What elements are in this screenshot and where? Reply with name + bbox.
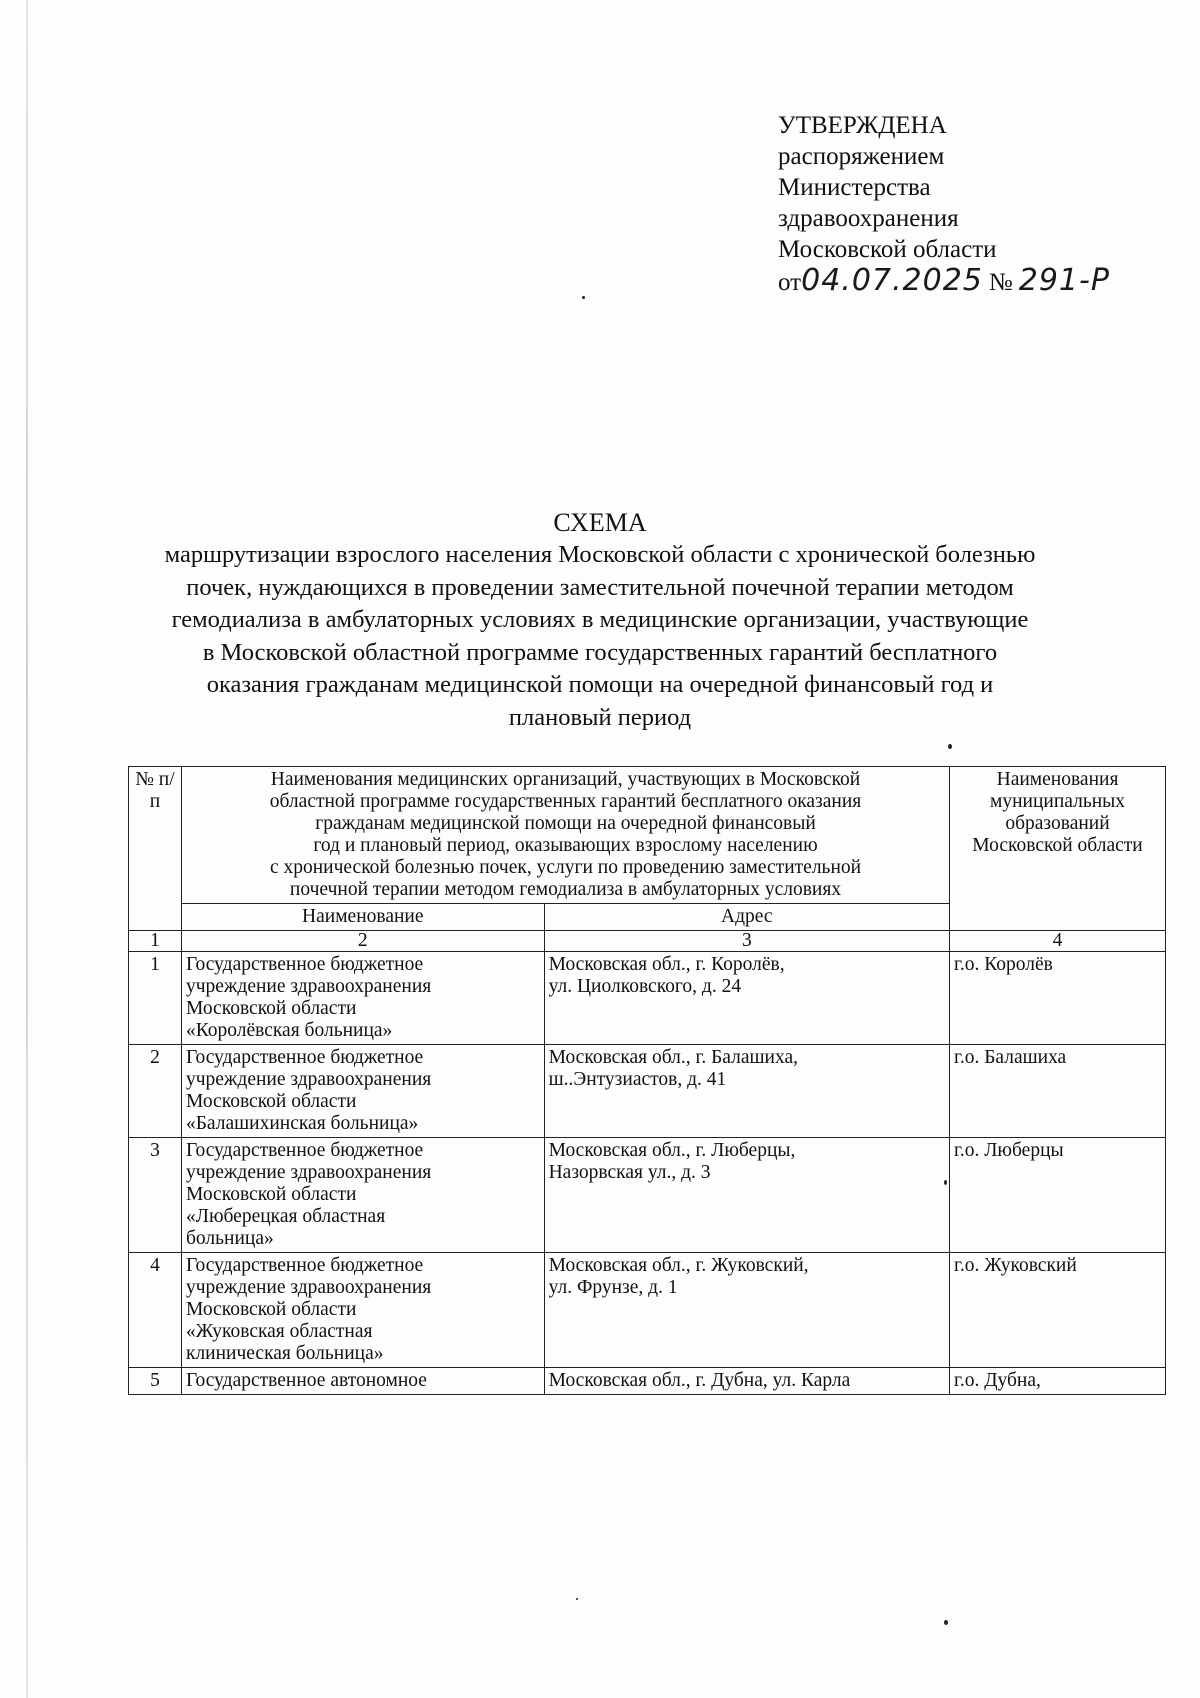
column-number-row bbox=[129, 931, 1166, 952]
table-row bbox=[129, 1138, 1166, 1253]
municipality-name: г.о. Дубна, bbox=[950, 1368, 1166, 1395]
organization-address-line: ул. Циолковского, д. 24 bbox=[548, 976, 742, 997]
organization-name bbox=[181, 1368, 544, 1395]
organization-address-line: ш..Энтузиастов, д. 41 bbox=[548, 1069, 727, 1090]
column-number: 1 bbox=[129, 931, 182, 952]
column-number: 3 bbox=[544, 931, 949, 952]
organization-name-line: Московской области bbox=[185, 1091, 357, 1112]
approval-date-line bbox=[778, 265, 1110, 298]
organization-address-line: Московская обл., г. Королёв, bbox=[548, 954, 785, 975]
header-name: Наименование bbox=[181, 904, 544, 931]
organization-name-line: Государственное бюджетное bbox=[185, 1140, 424, 1161]
header-organizations-line: областной программе государственных гарантий бесплатного оказания bbox=[269, 791, 862, 812]
table-row bbox=[129, 1368, 1166, 1395]
organization-address bbox=[544, 1138, 949, 1253]
organization-name-line: Государственное бюджетное bbox=[185, 954, 424, 975]
header-municipality: Наименования муниципальных образований Московской области bbox=[950, 767, 1166, 931]
approval-line: Московской области bbox=[778, 236, 997, 263]
header-organizations-line: с хронической болезнью почек, услуги по проведению заместительной bbox=[269, 857, 862, 878]
scan-speck bbox=[948, 744, 952, 749]
scan-speck bbox=[576, 1598, 578, 1600]
subtitle-line: маршрутизации взрослого населения Московской области с хронической болезнью bbox=[164, 541, 1036, 568]
header-organizations-line: год и плановый период, оказывающих взрослому населению bbox=[313, 835, 818, 856]
document-subtitle bbox=[120, 540, 1080, 733]
scan-speck bbox=[944, 1180, 947, 1185]
organization-name-line: «Балашихинская больница» bbox=[185, 1113, 419, 1134]
organization-address bbox=[544, 1368, 949, 1395]
handwritten-number: 291-Р bbox=[1018, 263, 1110, 298]
header-organizations-line: гражданам медицинской помощи на очередной финансовый bbox=[315, 813, 816, 834]
approval-line: распоряжением bbox=[778, 143, 945, 170]
subtitle-line: в Московской областной программе государственных гарантий бесплатного bbox=[202, 638, 998, 666]
organization-name-line: Московской области bbox=[185, 998, 357, 1019]
organization-address bbox=[544, 1253, 949, 1368]
table-row bbox=[129, 1253, 1166, 1368]
organization-name-line: учреждение здравоохранения bbox=[185, 1162, 432, 1183]
document-title: СХЕМА bbox=[553, 508, 647, 537]
organization-name-line: учреждение здравоохранения bbox=[185, 976, 432, 997]
header-organizations-line: Наименования медицинских организаций, участвующих в Московской bbox=[270, 769, 861, 790]
row-number: 4 bbox=[129, 1253, 182, 1368]
approval-heading: УТВЕРЖДЕНА bbox=[778, 112, 947, 139]
row-number: 2 bbox=[129, 1045, 182, 1138]
header-organizations-line: почечной терапии методом гемодиализа в амбулаторных условиях bbox=[289, 879, 842, 900]
scan-speck bbox=[944, 1620, 948, 1625]
column-number: 4 bbox=[950, 931, 1166, 952]
municipality-name: г.о. Люберцы bbox=[950, 1138, 1166, 1253]
row-number: 3 bbox=[129, 1138, 182, 1253]
municipality-name: г.о. Жуковский bbox=[950, 1253, 1166, 1368]
approval-line: Министерства bbox=[778, 174, 931, 201]
number-sign: № bbox=[988, 269, 1013, 296]
organization-name-line: учреждение здравоохранения bbox=[185, 1069, 432, 1090]
organization-name bbox=[181, 952, 544, 1045]
organization-name-line: Государственное бюджетное bbox=[185, 1047, 424, 1068]
row-number: 1 bbox=[129, 952, 182, 1045]
municipality-name: г.о. Королёв bbox=[950, 952, 1166, 1045]
organization-address-line: Московская обл., г. Балашиха, bbox=[548, 1047, 798, 1068]
handwritten-date: 04.07.2025 bbox=[801, 263, 983, 298]
table-row bbox=[129, 952, 1166, 1045]
organization-name-line: Московской области bbox=[185, 1184, 357, 1205]
organization-name-line: больница» bbox=[185, 1228, 274, 1249]
header-num: № п/п bbox=[129, 767, 182, 931]
organization-address-line: Московская обл., г. Дубна, ул. Карла bbox=[548, 1370, 851, 1391]
approval-line: здравоохранения bbox=[778, 205, 959, 232]
routing-table bbox=[128, 766, 1166, 1395]
date-prefix: от bbox=[778, 269, 802, 296]
organization-address-line: ул. Фрунзе, д. 1 bbox=[548, 1277, 678, 1298]
organization-address bbox=[544, 952, 949, 1045]
header-organizations bbox=[181, 767, 949, 904]
organization-address-line: Назорвская ул., д. 3 bbox=[548, 1162, 711, 1183]
subtitle-line: гемодиализа в амбулаторных условиях в медицинские организации, участвующие bbox=[171, 606, 1029, 633]
municipality-name: г.о. Балашиха bbox=[950, 1045, 1166, 1138]
scan-speck bbox=[582, 296, 585, 299]
row-number: 5 bbox=[129, 1368, 182, 1395]
organization-name bbox=[181, 1138, 544, 1253]
organization-name-line: «Королёвская больница» bbox=[185, 1020, 393, 1041]
organization-name-line: учреждение здравоохранения bbox=[185, 1277, 432, 1298]
table-row bbox=[129, 1045, 1166, 1138]
organization-name-line: Государственное бюджетное bbox=[185, 1255, 424, 1276]
subtitle-line: плановый период bbox=[508, 703, 692, 731]
organization-name-line: Государственное автономное bbox=[185, 1370, 427, 1391]
organization-name bbox=[181, 1253, 544, 1368]
header-address: Адрес bbox=[544, 904, 949, 931]
subtitle-line: оказания гражданам медицинской помощи на очередной финансовый год и bbox=[206, 671, 994, 698]
organization-name-line: клиническая больница» bbox=[185, 1343, 384, 1364]
organization-name-line: «Жуковская областная bbox=[185, 1321, 373, 1342]
column-number: 2 bbox=[181, 931, 544, 952]
organization-name bbox=[181, 1045, 544, 1138]
scan-edge-shadow bbox=[26, 0, 28, 1698]
organization-name-line: «Люберецкая областная bbox=[185, 1206, 386, 1227]
table-body bbox=[129, 931, 1166, 1395]
organization-address-line: Московская обл., г. Люберцы, bbox=[548, 1140, 796, 1161]
organization-address bbox=[544, 1045, 949, 1138]
approval-block bbox=[778, 110, 1110, 298]
document-title-block bbox=[120, 508, 1080, 733]
subtitle-line: почек, нуждающихся в проведении заместительной почечной терапии методом bbox=[186, 573, 1014, 601]
organization-name-line: Московской области bbox=[185, 1299, 357, 1320]
organization-address-line: Московская обл., г. Жуковский, bbox=[548, 1255, 809, 1276]
